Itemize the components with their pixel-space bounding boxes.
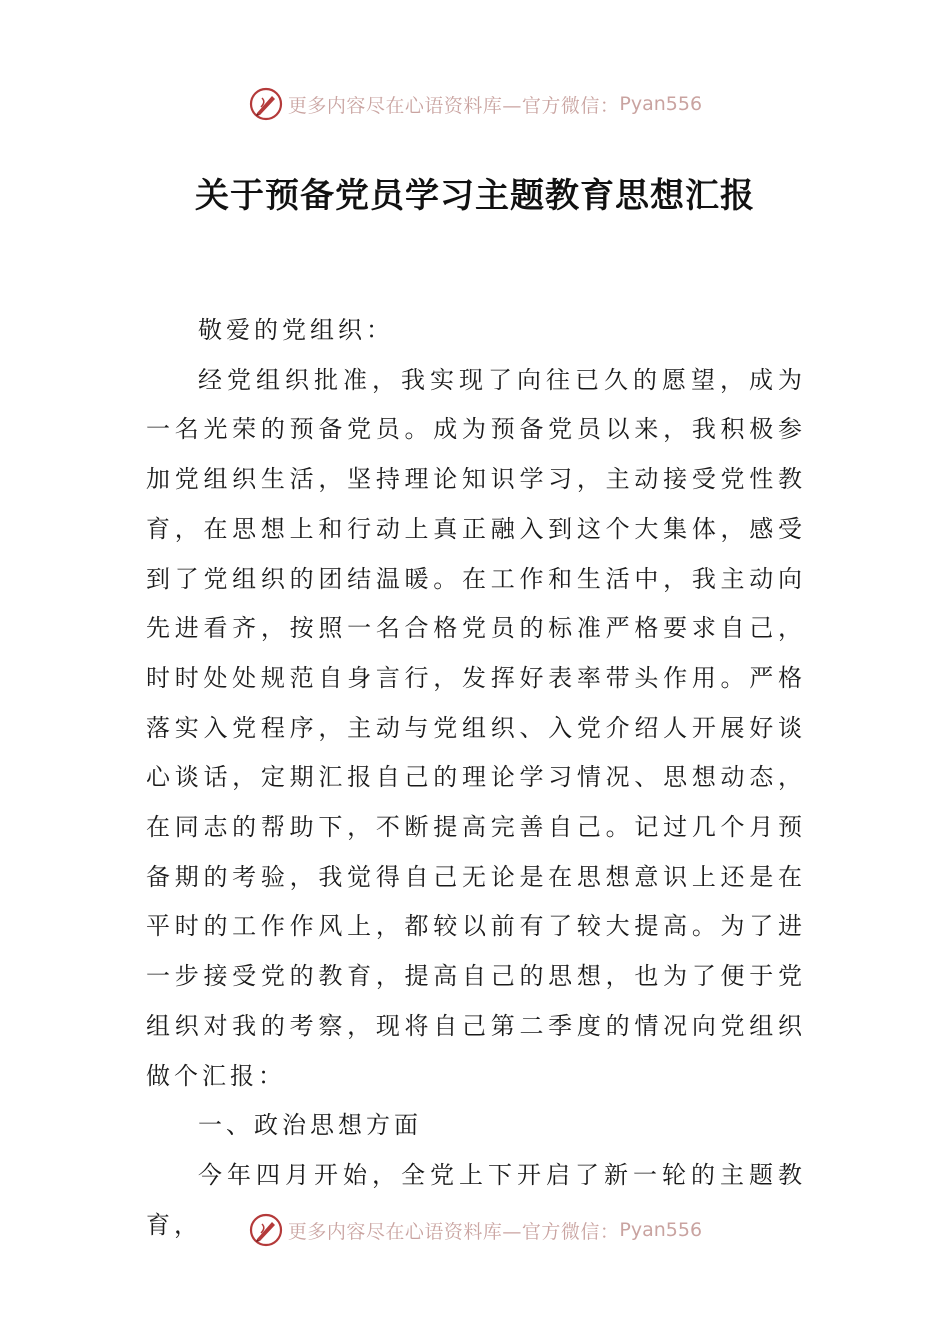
salutation: 敬爱的党组织： bbox=[198, 316, 394, 344]
watermark-text: 更多内容尽在心语资料库—官方微信： bbox=[287, 94, 620, 117]
section-heading: 一、政治思想方面 bbox=[198, 1111, 422, 1140]
watermark-text: 更多内容尽在心语资料库—官方微信： bbox=[287, 1220, 620, 1243]
watermark-wechat-id: Pyan556 bbox=[619, 1219, 703, 1241]
pen-logo-icon bbox=[248, 86, 284, 122]
watermark-wechat-id: Pyan556 bbox=[619, 93, 703, 115]
body-paragraph: 经党组织批准，我实现了向往已久的愿望，成为一名光荣的预备党员。成为预备党员以来，我积极参加党组织生活，坚持理论知识学习，主动接受党性教育，在思想上和行动上真正融入到这个大集体，感受到了党组织的团结温暖。在工作和生活中，我主动向先进看齐，按照一名合格党员的标准严格要求自己，时时处处规范自身言行，发挥好表率带头作用。严格落实入党程序，主动与党组织、入党介绍人开展好谈心谈话，定期汇报自己的理论学习情况、思想动态，在同志的帮助下，不断提高完善自己。记过几个月预备期的考验，我觉得自己无论是在思想意识上还是在平时的工作作风上，都较以前有了较大提高。为了进一步接受党的教育，提高自己的思想，也为了便于党组织对我的考察，现将自己第二季度的情况向党组织做个汇报： bbox=[146, 365, 806, 1090]
watermark-footer bbox=[0, 1210, 950, 1250]
document-title: 关于预备党员学习主题教育思想汇报 bbox=[195, 176, 755, 216]
body-paragraph: 今年四月开始，全党上下开启了新一轮的主题教育， bbox=[146, 1160, 806, 1239]
pen-logo-icon bbox=[248, 1212, 284, 1248]
document-body bbox=[146, 306, 806, 1250]
watermark-header bbox=[0, 84, 950, 124]
